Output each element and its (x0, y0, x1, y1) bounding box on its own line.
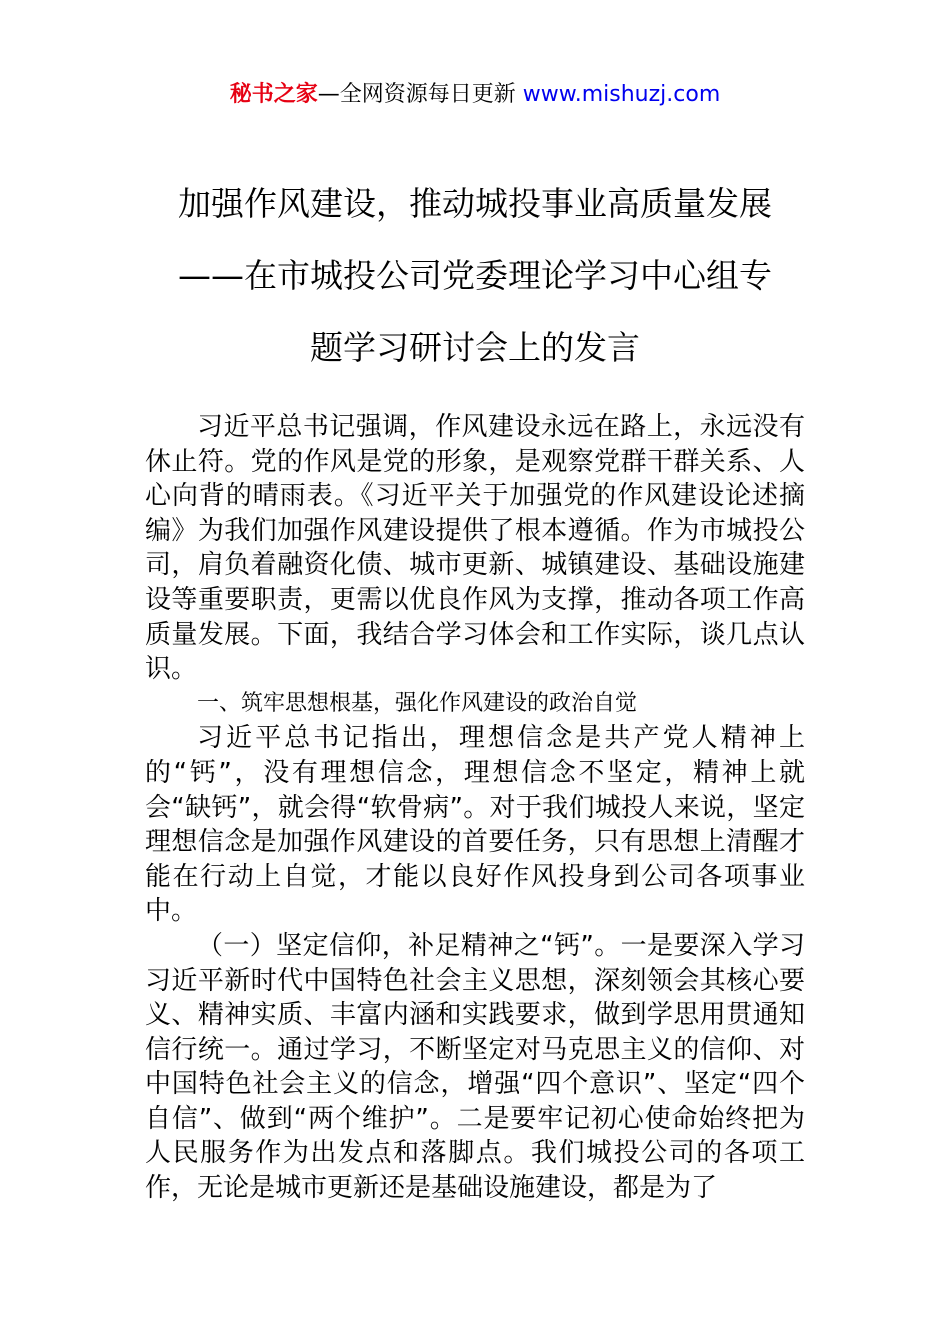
document-body (145, 410, 805, 1206)
section-heading-1: 一、筑牢思想根基，强化作风建设的政治自觉 (197, 690, 638, 716)
section-1-paragraph: 习近平总书记指出，理想信念是共产党人精神上的“钙”，没有理想信念，理想信念不坚定，精神上就会“缺钙”，就会得“软骨病”。对于我们城投人来说，坚定理想信念是加强作风建设的首要任务，只有思想上清醒才能在行动上自觉，才能以良好作风投身到公司各项事业中。 (145, 723, 805, 927)
title-line-1: 加强作风建设，推动城投事业高质量发展 (178, 184, 772, 223)
subsection-1-paragraph: （一）坚定信仰，补足精神之“钙”。一是要深入学习习近平新时代中国特色社会主义思想，深刻领会其核心要义、精神实质、丰富内涵和实践要求，做到学思用贯通知信行统一。通过学习，不断坚定对马克思主义的信仰、对中国特色社会主义的信念，增强“四个意识”、坚定“四个自信”、做到“两个维护”。二是要牢记初心使命始终把为人民服务作为出发点和落脚点。我们城投公司的各项工作，无论是城市更新还是基础设施建设，都是为了 (145, 930, 805, 1204)
site-brand: 秘书之家 (229, 82, 318, 107)
intro-paragraph: 习近平总书记强调，作风建设永远在路上，永远没有休止符。党的作风是党的形象，是观察党群干群关系、人心向背的晴雨表。《习近平关于加强党的作风建设论述摘编》为我们加强作风建设提供了根本遵循。作为市城投公司，肩负着融资化债、城市更新、城镇建设、基础设施建设等重要职责，更需以优良作风为支撑，推动各项工作高质量发展。下面，我结合学习体会和工作实际，谈几点认识。 (145, 412, 805, 685)
site-tagline: —全网资源每日更新 (317, 82, 523, 107)
title-line-3: 题学习研讨会上的发言 (310, 328, 640, 367)
site-header (0, 80, 950, 110)
site-url-link[interactable]: www.mishuzj.com (522, 82, 721, 107)
document-title (145, 168, 805, 384)
title-line-2: ——在市城投公司党委理论学习中心组专 (178, 256, 772, 295)
